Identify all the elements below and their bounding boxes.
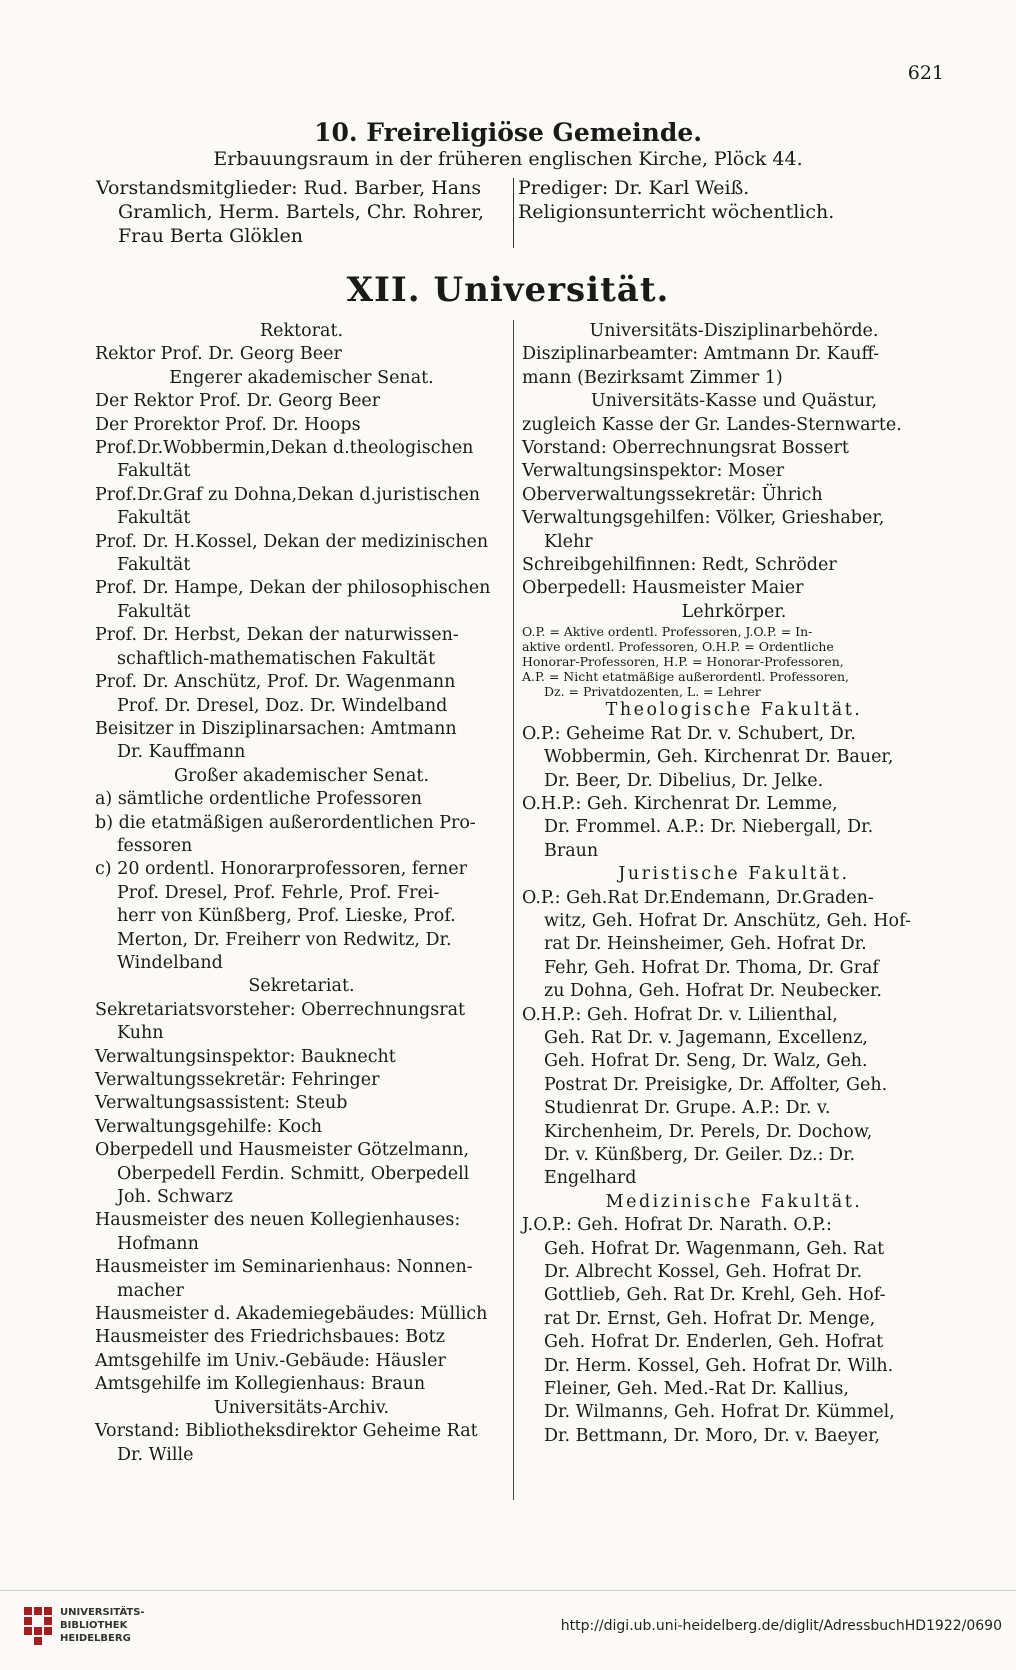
text-line: Fakultät	[117, 508, 191, 529]
section-heading: Juristische Fakultät.	[618, 864, 850, 885]
text-line: Dr. Wille	[117, 1444, 194, 1465]
text-line: Hausmeister im Seminarienhaus: Nonnen-	[95, 1257, 473, 1278]
section-left-block	[96, 176, 506, 248]
text-line: Windelband	[117, 952, 223, 973]
section-heading: Universitäts-Kasse und Quästur,	[590, 391, 878, 412]
text-line: Prof. Dr. H.Kossel, Dekan der medizinischen	[95, 531, 489, 552]
text-line: Dr. Herm. Kossel, Geh. Hofrat Dr. Wilh.	[544, 1355, 894, 1376]
text-line: Fakultät	[117, 601, 191, 622]
legend-line: A.P. = Nicht etatmäßige außerordentl. Professoren,	[522, 669, 850, 685]
text-line: Dr. v. Künßberg, Dr. Geiler. Dz.: Dr.	[544, 1145, 856, 1165]
text-line: Prof. Dr. Herbst, Dekan der naturwissen-	[95, 625, 459, 646]
text-line: witz, Geh. Hofrat Dr. Anschütz, Geh. Hof-	[544, 910, 911, 931]
text-line: c) 20 ordentl. Honorarprofessoren, ferner	[95, 859, 468, 880]
library-logo-text	[60, 1606, 145, 1645]
text-line: Prof.Dr.Graf zu Dohna,Dekan d.juristischen	[95, 484, 481, 505]
text-line: Sekretariatsvorsteher: Oberrechnungsrat	[95, 999, 466, 1020]
section-subtitle: Erbauungsraum in der früheren englischen Kirche, Plöck 44.	[213, 148, 803, 170]
text-line: Dr. Frommel. A.P.: Dr. Niebergall, Dr.	[544, 817, 874, 838]
text-line: zu Dohna, Geh. Hofrat Dr. Neubecker.	[544, 981, 882, 1002]
section-heading: Medizinische Fakultät.	[605, 1191, 863, 1212]
text-line: Joh. Schwarz	[117, 1187, 234, 1208]
text-line: Prediger: Dr. Karl Weiß.	[518, 177, 750, 199]
text-line: b) die etatmäßigen außerordentlichen Pro-	[95, 812, 476, 833]
text-line: Engelhard	[544, 1168, 637, 1189]
section-heading: Rektorat.	[259, 321, 344, 341]
text-line: Dr. Kauffmann	[117, 742, 246, 763]
text-line: fessoren	[117, 835, 193, 856]
text-line: Verwaltungssekretär: Fehringer	[95, 1070, 380, 1090]
text-line: Gramlich, Herm. Bartels, Chr. Rohrer,	[118, 201, 485, 223]
text-line: Verwaltungsinspektor: Bauknecht	[95, 1046, 396, 1067]
text-line: a) sämtliche ordentliche Professoren	[95, 789, 422, 810]
text-line: Disziplinarbeamter: Amtmann Dr. Kauff-	[522, 344, 880, 365]
section-heading: Sekretariat.	[248, 976, 355, 997]
text-line: Schreibgehilfinnen: Redt, Schröder	[522, 555, 837, 576]
text-line: Hofmann	[117, 1233, 199, 1254]
text-line: Wobbermin, Geh. Kirchenrat Dr. Bauer,	[544, 747, 894, 768]
text-line: Dr. Albrecht Kossel, Geh. Hofrat Dr.	[544, 1262, 863, 1283]
text-line: O.P.: Geheime Rat Dr. v. Schubert, Dr.	[522, 723, 856, 744]
logo-line: UNIVERSITÄTS-	[60, 1607, 145, 1618]
text-line: Kirchenheim, Dr. Perels, Dr. Dochow,	[544, 1121, 873, 1142]
logo-line: HEIDELBERG	[60, 1633, 131, 1644]
text-line: Geh. Hofrat Dr. Wagenmann, Geh. Rat	[544, 1238, 885, 1259]
text-line: rat Dr. Heinsheimer, Geh. Hofrat Dr.	[544, 934, 867, 955]
text-line: Vorstand: Bibliotheksdirektor Geheime Rat	[95, 1421, 478, 1442]
text-line: Oberpedell: Hausmeister Maier	[522, 578, 804, 599]
text-line: Verwaltungsgehilfe: Koch	[95, 1116, 323, 1137]
text-line: Prof. Dresel, Prof. Fehrle, Prof. Frei-	[117, 882, 440, 903]
text-line: Rektor Prof. Dr. Georg Beer	[95, 344, 342, 365]
section-right-block	[518, 176, 958, 224]
text-line: Vorstand: Oberrechnungsrat Bossert	[522, 438, 849, 459]
text-line: Prof. Dr. Dresel, Doz. Dr. Windelband	[117, 695, 448, 716]
legend-line: O.P. = Aktive ordentl. Professoren, J.O.P. = In-	[522, 624, 813, 640]
text-line: Studienrat Dr. Grupe. A.P.: Dr. v.	[544, 1098, 831, 1119]
text-line: Postrat Dr. Preisigke, Dr. Affolter, Geh.	[544, 1074, 888, 1095]
text-line: Gottlieb, Geh. Rat Dr. Krehl, Geh. Hof-	[544, 1285, 886, 1306]
legend-line: Honorar-Professoren, H.P. = Honorar-Professoren,	[522, 654, 844, 670]
text-line: Prof. Dr. Anschütz, Prof. Dr. Wagenmann	[95, 672, 456, 693]
text-line: Dr. Bettmann, Dr. Moro, Dr. v. Baeyer,	[544, 1425, 881, 1446]
text-line: Fakultät	[117, 461, 191, 482]
text-line: herr von Künßberg, Prof. Lieske, Prof.	[117, 906, 456, 927]
section-heading: Großer akademischer Senat.	[173, 765, 430, 786]
section-heading: Engerer akademischer Senat.	[169, 367, 434, 388]
page-number: 621	[907, 62, 944, 84]
text-line: Fleiner, Geh. Med.-Rat Dr. Kallius,	[544, 1379, 849, 1400]
text-line: Frau Berta Glöklen	[118, 225, 303, 247]
text-line: Oberverwaltungssekretär: Ührich	[522, 484, 823, 505]
text-line: Geh. Rat Dr. v. Jagemann, Excellenz,	[544, 1027, 868, 1048]
text-line: Verwaltungsinspektor: Moser	[522, 461, 785, 482]
text-line: Oberpedell Ferdin. Schmitt, Oberpedell	[117, 1163, 470, 1184]
text-line: Amtsgehilfe im Univ.-Gebäude: Häusler	[95, 1350, 446, 1371]
text-line: rat Dr. Ernst, Geh. Hofrat Dr. Menge,	[544, 1308, 876, 1329]
text-line: zugleich Kasse der Gr. Landes-Sternwarte.	[522, 414, 902, 435]
text-line: O.P.: Geh.Rat Dr.Endemann, Dr.Graden-	[522, 887, 874, 908]
right-column	[522, 320, 946, 1448]
section-title: 10. Freireligiöse Gemeinde.	[314, 118, 702, 147]
text-line: O.H.P.: Geh. Kirchenrat Dr. Lemme,	[522, 793, 838, 814]
text-line: Beisitzer in Disziplinarsachen: Amtmann	[95, 718, 457, 739]
text-line: mann (Bezirksamt Zimmer 1)	[522, 367, 783, 388]
footer-divider	[0, 1590, 1016, 1591]
main-title: XII. Universität.	[346, 270, 670, 310]
text-line: O.H.P.: Geh. Hofrat Dr. v. Lilienthal,	[522, 1004, 838, 1025]
source-url-link[interactable]: http://digi.ub.uni-heidelberg.de/diglit/AdressbuchHD1922/0690	[560, 1618, 1002, 1634]
text-line: Geh. Hofrat Dr. Enderlen, Geh. Hofrat	[544, 1332, 884, 1353]
text-line: schaftlich-mathematischen Fakultät	[117, 648, 436, 669]
left-column	[95, 320, 508, 1467]
logo-line: BIBLIOTHEK	[60, 1620, 128, 1631]
section-heading: Universitäts-Archiv.	[213, 1397, 390, 1418]
text-line: Hausmeister d. Akademiegebäudes: Müllich	[95, 1304, 488, 1325]
text-line: Verwaltungsgehilfen: Völker, Grieshaber,	[522, 508, 885, 529]
text-line: Hausmeister des Friedrichsbaues: Botz	[95, 1327, 445, 1348]
text-line: Verwaltungsassistent: Steub	[95, 1093, 348, 1114]
text-line: Hausmeister des neuen Kollegienhauses:	[95, 1210, 461, 1231]
section-divider	[513, 178, 514, 248]
legend-line: aktive ordentl. Professoren, O.H.P. = Ordentliche	[522, 639, 834, 655]
text-line: Geh. Hofrat Dr. Seng, Dr. Walz, Geh.	[544, 1051, 868, 1072]
text-line: Amtsgehilfe im Kollegienhaus: Braun	[95, 1374, 426, 1395]
text-line: macher	[117, 1280, 184, 1301]
section-heading: Theologische Fakultät.	[605, 700, 863, 721]
section-heading: Universitäts-Disziplinarbehörde.	[589, 321, 879, 341]
text-line: Dr. Beer, Dr. Dibelius, Dr. Jelke.	[544, 770, 824, 791]
text-line: J.O.P.: Geh. Hofrat Dr. Narath. O.P.:	[522, 1215, 832, 1236]
text-line: Fehr, Geh. Hofrat Dr. Thoma, Dr. Graf	[544, 957, 879, 978]
text-line: Prof.Dr.Wobbermin,Dekan d.theologischen	[95, 438, 474, 459]
legend-line: Dz. = Privatdozenten, L. = Lehrer	[544, 684, 761, 700]
text-line: Dr. Wilmanns, Geh. Hofrat Dr. Kümmel,	[544, 1402, 895, 1423]
text-line: Fakultät	[117, 555, 191, 576]
text-line: Oberpedell und Hausmeister Götzelmann,	[95, 1140, 470, 1161]
column-divider	[513, 320, 514, 1500]
text-line: Braun	[544, 840, 599, 861]
text-line: Merton, Dr. Freiherr von Redwitz, Dr.	[117, 929, 452, 950]
text-line: Der Prorektor Prof. Dr. Hoops	[95, 414, 361, 435]
text-line: Vorstandsmitglieder: Rud. Barber, Hans	[96, 177, 482, 199]
text-line: Der Rektor Prof. Dr. Georg Beer	[95, 391, 381, 412]
text-line: Prof. Dr. Hampe, Dekan der philosophischen	[95, 578, 491, 599]
text-line: Klehr	[544, 531, 593, 552]
text-line: Kuhn	[117, 1023, 164, 1044]
section-heading: Lehrkörper.	[681, 601, 787, 622]
text-line: Religionsunterricht wöchentlich.	[518, 201, 835, 223]
